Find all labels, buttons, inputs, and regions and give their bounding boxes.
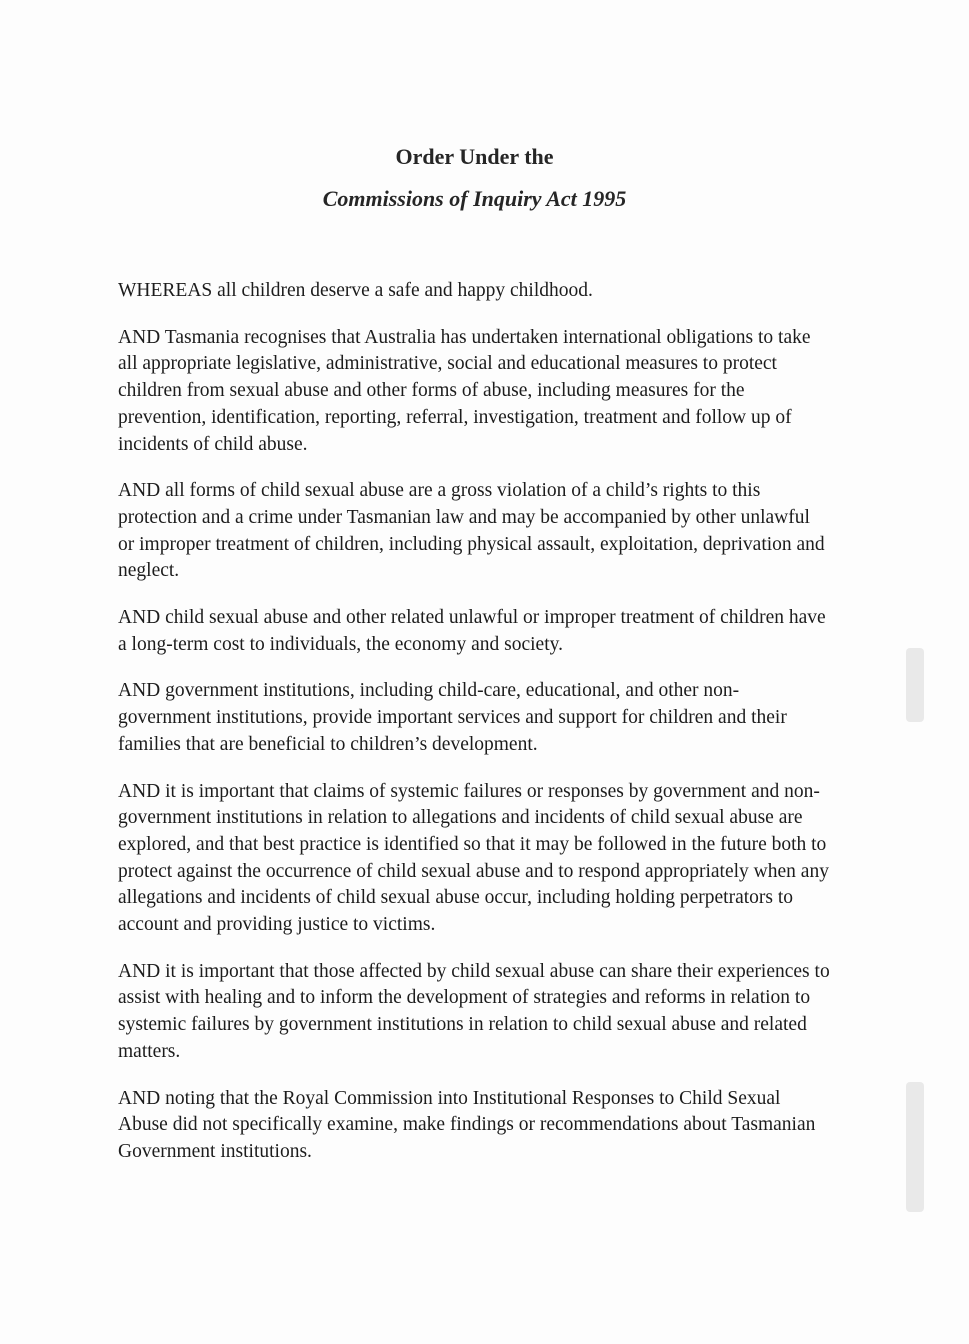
paragraph-gross-violation: AND all forms of child sexual abuse are a gross violation of a child’s rights to this protection and a crime under Tasmanian law and may be accompanied by other unlawful or improper treatment of children, including physical assault, exploitation, deprivation and neglect.	[118, 480, 825, 582]
paragraph-long-term-cost: AND child sexual abuse and other related unlawful or improper treatment of children have a long-term cost to individuals, the economy and society.	[118, 607, 826, 655]
paragraph-royal-commission: AND noting that the Royal Commission into Institutional Responses to Child Sexual Abuse did not specifically examine, make findings or recommendations about Tasmanian Government institutions.	[118, 1087, 816, 1162]
scan-margin-mark	[906, 648, 924, 722]
paragraph-government-institutions: AND government institutions, including child-care, educational, and other non-government institutions, provide important services and support for children and their families that are beneficial to children’s development.	[118, 680, 787, 755]
paragraph-systemic-failures: AND it is important that claims of systemic failures or responses by government and non-government institutions in relation to allegations and incidents of child sexual abuse are explored, and that best practice is identified so that it may be followed in the future both to protect against the occurrence of child sexual abuse and to respond appropriately when any allegations and incidents of child sexual abuse occur, including holding perpetrators to account and providing justice to victims.	[118, 780, 829, 936]
document-subtitle: Commissions of Inquiry Act 1995	[322, 186, 627, 211]
document-title: Order Under the	[395, 144, 554, 169]
scan-margin-mark	[906, 1082, 924, 1212]
paragraph-international-obligations: AND Tasmania recognises that Australia has undertaken international obligations to take all appropriate legislative, administrative, social and educational measures to protect children from sexual abuse and other forms of abuse, including measures for the prevention, identification, reporting, referral, investigation, treatment and follow up of incidents of child abuse.	[118, 326, 811, 455]
paragraph-whereas: WHEREAS all children deserve a safe and happy childhood.	[118, 280, 593, 301]
paragraph-share-experiences: AND it is important that those affected by child sexual abuse can share their experiences to assist with healing and to inform the development of strategies and reforms in relation to systemic failures by government institutions in relation to child sexual abuse and related matters.	[118, 960, 830, 1062]
document-body	[118, 278, 830, 1186]
